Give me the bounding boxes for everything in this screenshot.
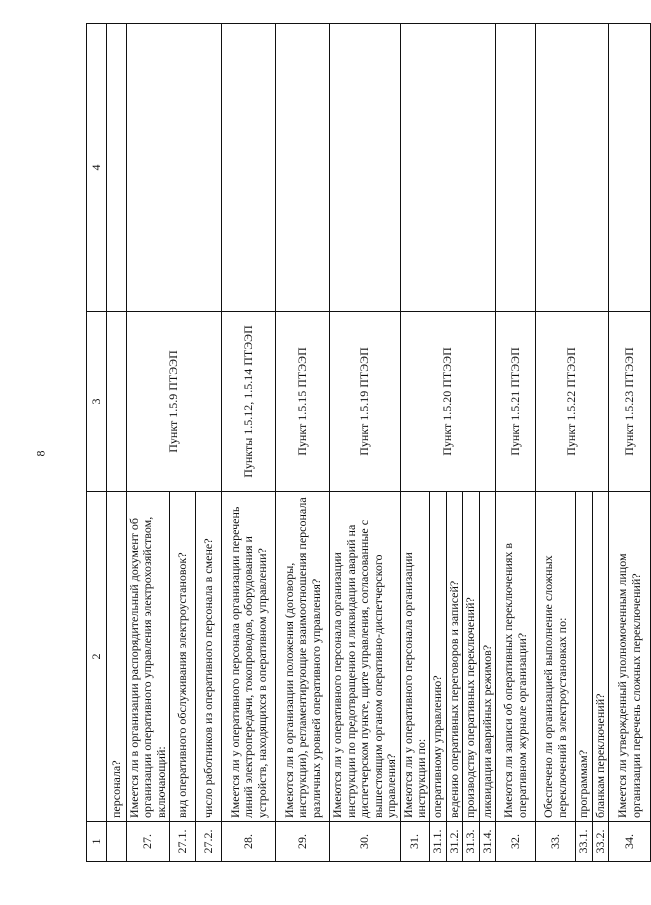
page-number: 8	[33, 450, 48, 457]
header-col-4: 4	[87, 24, 107, 312]
item-number: 27.	[127, 822, 170, 862]
question-text: Имеются ли записи об оперативных переключениях в оперативном журнале организации?	[496, 492, 536, 822]
item-number: 31.	[400, 822, 430, 862]
item-number: 32.	[496, 822, 536, 862]
table-row	[496, 24, 536, 862]
question-text: бланкам переключений?	[592, 492, 608, 822]
answer-cell	[400, 24, 496, 312]
question-text: ликвидации аварийных режимов?	[479, 492, 495, 822]
item-number: 31.3.	[463, 822, 479, 862]
item-number: 31.1.	[430, 822, 446, 862]
answer-cell	[276, 24, 330, 312]
answer-cell	[330, 24, 400, 312]
table-row	[127, 24, 170, 862]
question-text: вид оперативного обслуживания электроустановок?	[170, 492, 196, 822]
question-text: программам?	[576, 492, 592, 822]
question-text: Имеются ли у оперативного персонала организации инструкции по предотвращению и ликвидации аварий на диспетчерском пункте, щите управления, согласованные с вышестоящим органом оперативно-диспетчерского управления?	[330, 492, 400, 822]
answer-cell	[536, 24, 609, 312]
answer-cell	[609, 24, 651, 312]
item-number	[107, 822, 127, 862]
table-row	[536, 24, 576, 862]
item-number: 33.	[536, 822, 576, 862]
header-col-3: 3	[87, 312, 107, 492]
item-number: 27.2.	[196, 822, 222, 862]
question-text: производству оперативных переключений?	[463, 492, 479, 822]
checklist-table	[86, 23, 651, 862]
question-text: Имеются ли в организации положения (договоры, инструкции), регламентирующие взаимоотношения персонала различных уровней оперативного управления?	[276, 492, 330, 822]
answer-cell	[127, 24, 222, 312]
table-row	[222, 24, 276, 862]
question-text: оперативному управлению?	[430, 492, 446, 822]
question-text: персонала?	[107, 492, 127, 822]
table-row	[330, 24, 400, 862]
table-row	[107, 24, 127, 862]
table-row	[276, 24, 330, 862]
item-number: 31.2.	[446, 822, 462, 862]
item-number: 30.	[330, 822, 400, 862]
regulation-reference: Пункт 1.5.20 ПТЭЭП	[400, 312, 496, 492]
item-number: 34.	[609, 822, 651, 862]
item-number: 33.1.	[576, 822, 592, 862]
question-text: Имеется ли утвержденный уполномоченным лицом организации перечень сложных переключений?	[609, 492, 651, 822]
question-text: Имеется ли у оперативного персонала организации перечень линий электропередачи, токопроводов, оборудования и устройств, находящихся в оперативном управлении?	[222, 492, 276, 822]
regulation-reference: Пункт 1.5.23 ПТЭЭП	[609, 312, 651, 492]
question-text: Имеется ли в организации распорядительный документ об организации оперативного управления электрохозяйством, включающий:	[127, 492, 170, 822]
item-number: 31.4.	[479, 822, 495, 862]
item-number: 28.	[222, 822, 276, 862]
question-text: ведению оперативных переговоров и записей?	[446, 492, 462, 822]
question-text: Обеспечено ли организацией выполнение сложных переключений в электроустановках по:	[536, 492, 576, 822]
regulation-reference	[107, 312, 127, 492]
question-text: Имеются ли у оперативного персонала организации инструкции по:	[400, 492, 430, 822]
rotated-table-container	[86, 24, 643, 862]
item-number: 33.2.	[592, 822, 608, 862]
question-text: число работников из оперативного персонала в смене?	[196, 492, 222, 822]
header-col-1: 1	[87, 822, 107, 862]
regulation-reference: Пункт 1.5.19 ПТЭЭП	[330, 312, 400, 492]
regulation-reference: Пункты 1.5.12, 1.5.14 ПТЭЭП	[222, 312, 276, 492]
answer-cell	[107, 24, 127, 312]
table-header-row	[87, 24, 107, 862]
regulation-reference: Пункт 1.5.22 ПТЭЭП	[536, 312, 609, 492]
regulation-reference: Пункт 1.5.9 ПТЭЭП	[127, 312, 222, 492]
table-row	[400, 24, 430, 862]
answer-cell	[222, 24, 276, 312]
answer-cell	[496, 24, 536, 312]
table-row	[609, 24, 651, 862]
regulation-reference: Пункт 1.5.15 ПТЭЭП	[276, 312, 330, 492]
header-col-2: 2	[87, 492, 107, 822]
item-number: 27.1.	[170, 822, 196, 862]
regulation-reference: Пункт 1.5.21 ПТЭЭП	[496, 312, 536, 492]
item-number: 29.	[276, 822, 330, 862]
